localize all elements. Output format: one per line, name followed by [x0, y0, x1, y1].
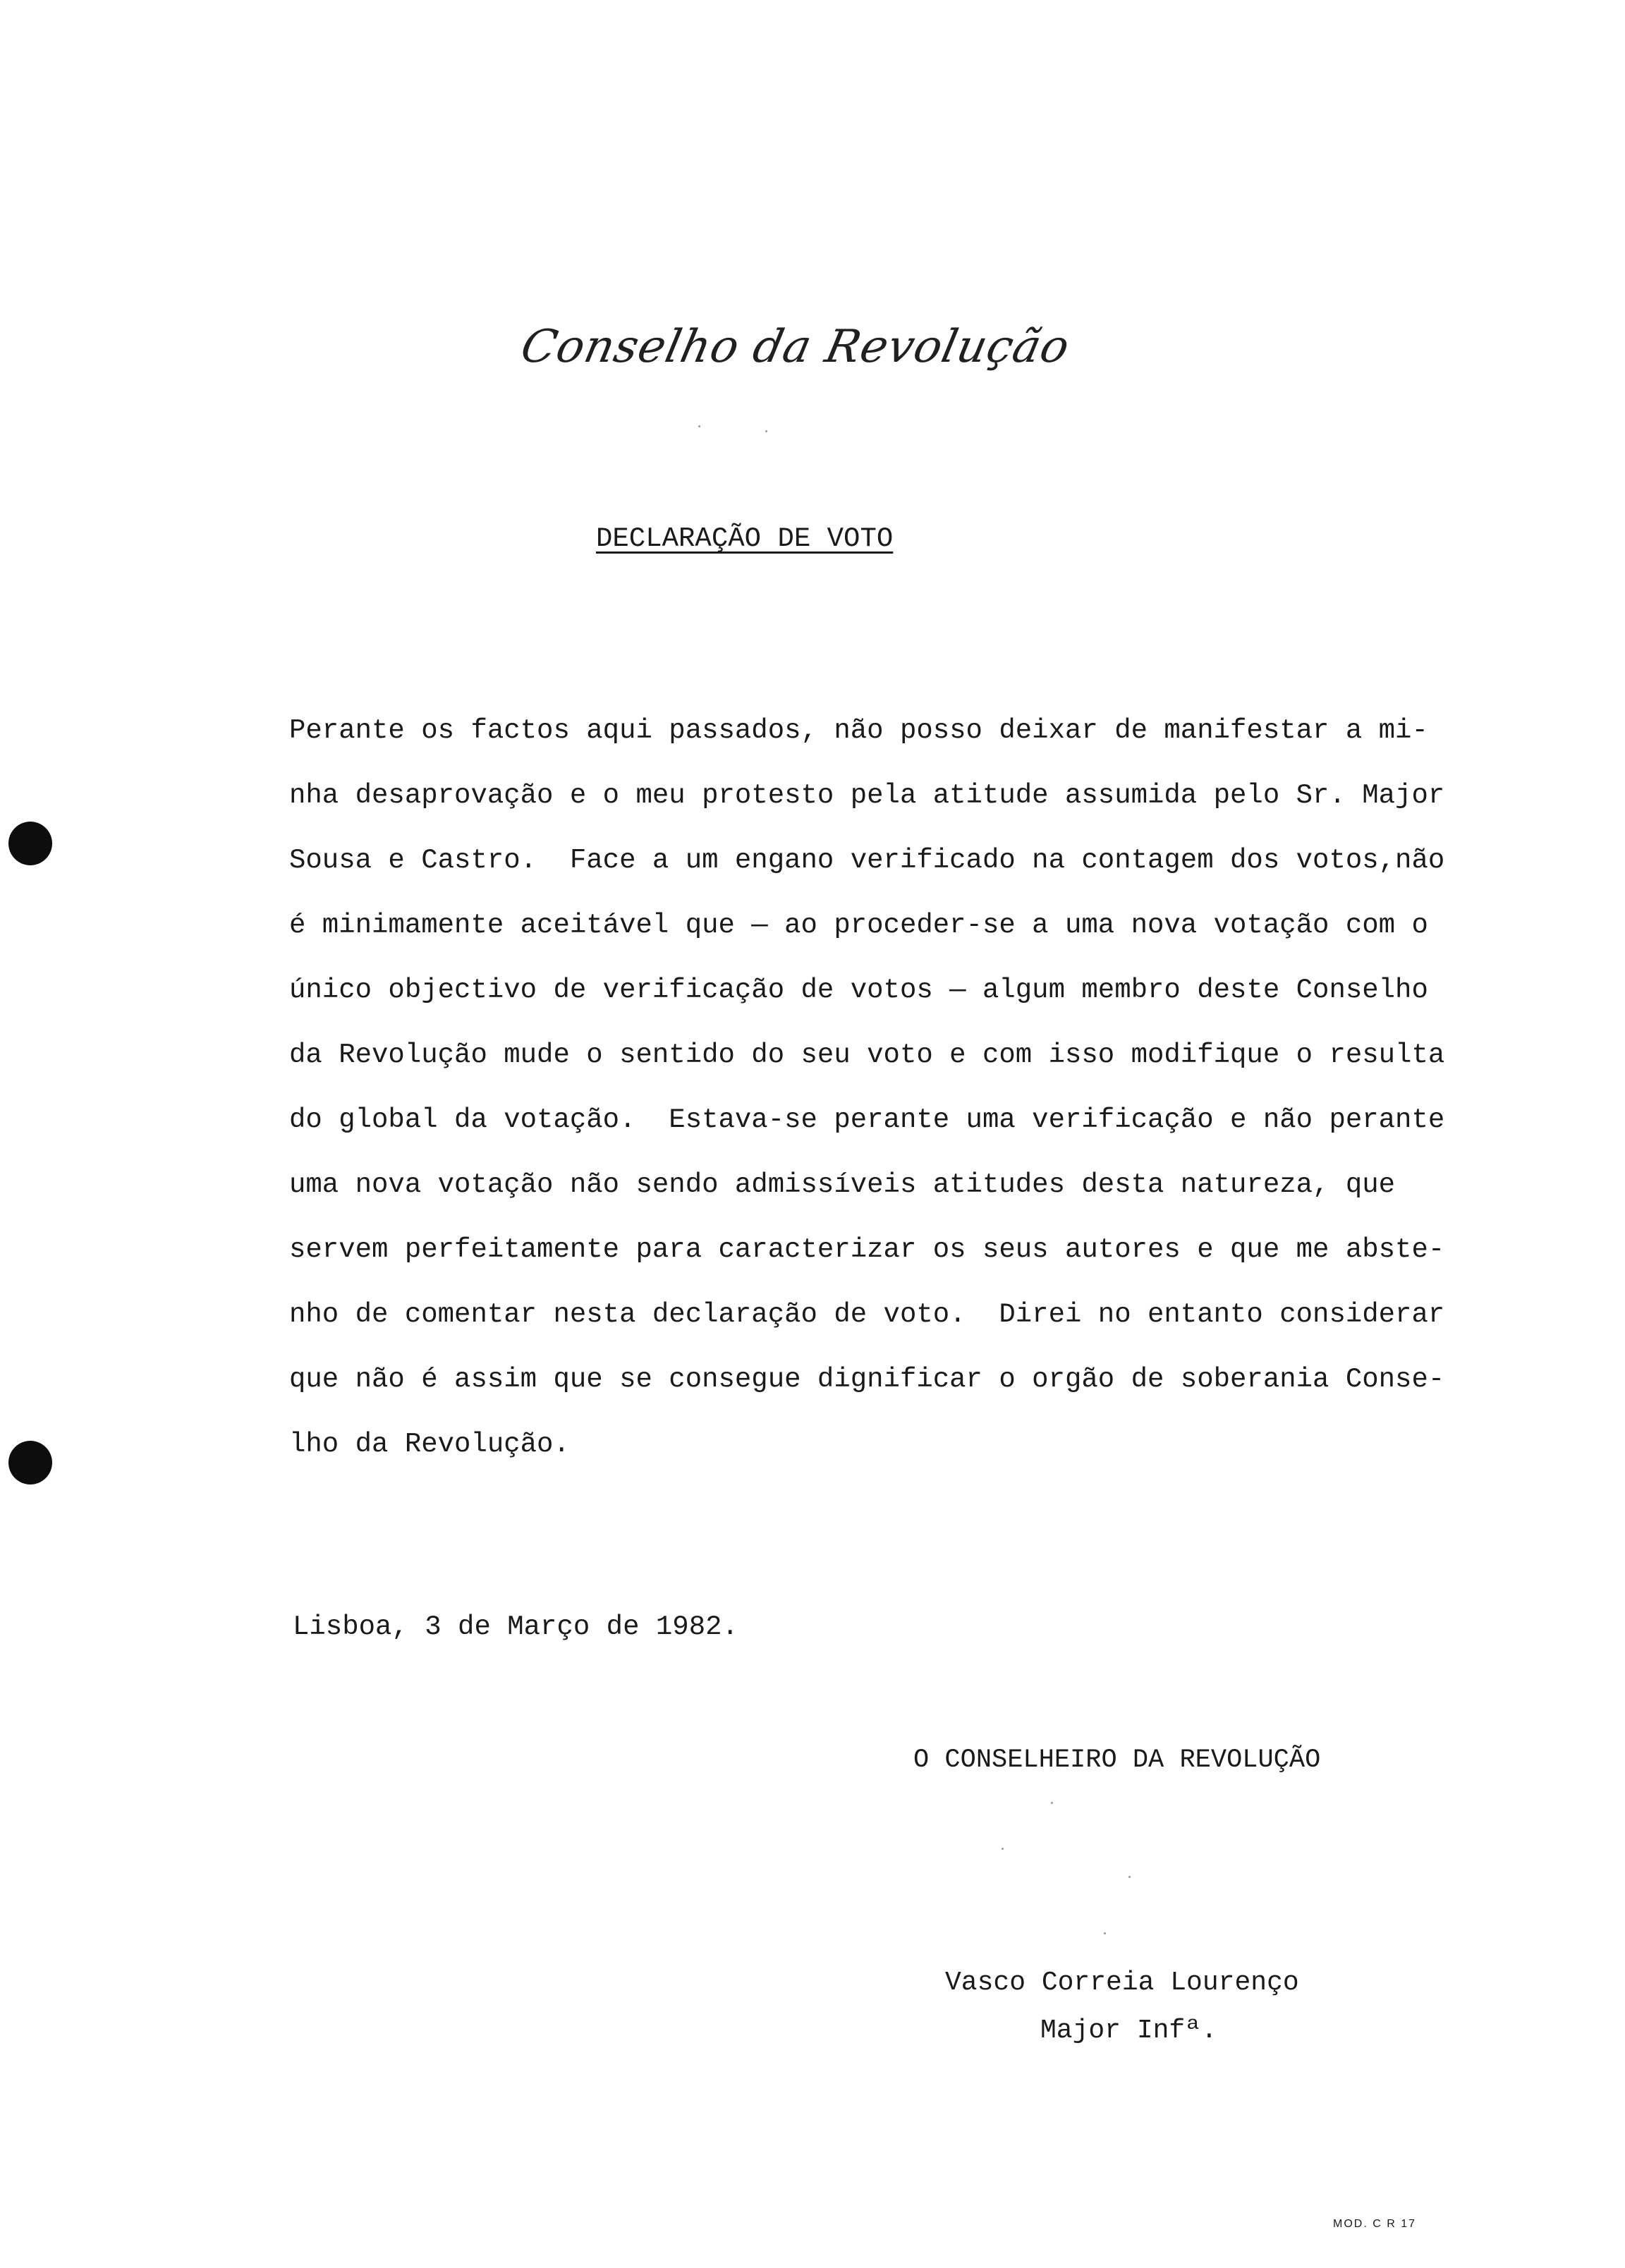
- signer-role: O CONSELHEIRO DA REVOLUÇÃO: [913, 1745, 1321, 1775]
- letterhead-title: Conselho da Revolução: [516, 321, 1075, 373]
- scan-speck: [1051, 1802, 1053, 1804]
- place-and-date: Lisboa, 3 de Março de 1982.: [293, 1611, 738, 1642]
- body-line: Perante os factos aqui passados, não posso deixar de manifestar a mi-: [289, 715, 1428, 746]
- scan-speck: [765, 430, 767, 432]
- declaration-body: [289, 698, 1446, 1477]
- body-line: que não é assim que se consegue dignificar o orgão de soberania Conse-: [289, 1364, 1445, 1395]
- body-line: único objectivo de verificação de votos — algum membro deste Conselho: [289, 975, 1428, 1006]
- scan-speck: [698, 425, 700, 427]
- body-line: Sousa e Castro. Face a um engano verificado na contagem dos votos,não: [289, 845, 1445, 876]
- body-line: nho de comentar nesta declaração de voto. Direi no entanto considerar: [289, 1299, 1445, 1330]
- scan-speck: [1128, 1876, 1131, 1878]
- body-line: nha desaprovação e o meu protesto pela atitude assumida pelo Sr. Major: [289, 780, 1445, 811]
- signer-rank: Major Infª.: [1040, 2016, 1217, 2046]
- signer-name: Vasco Correia Lourenço: [945, 1968, 1299, 1998]
- scan-speck: [1104, 1932, 1106, 1934]
- body-line: é minimamente aceitável que — ao proceder-se a uma nova votação com o: [289, 910, 1428, 941]
- body-line: lho da Revolução.: [289, 1429, 570, 1460]
- punch-hole-top: [8, 822, 52, 865]
- body-line: servem perfeitamente para caracterizar os seus autores e que me abste-: [289, 1234, 1445, 1265]
- form-code: MOD. C R 17: [1333, 2218, 1417, 2230]
- scan-speck: [1002, 1848, 1004, 1850]
- body-line: do global da votação. Estava-se perante uma verificação e não perante: [289, 1104, 1445, 1135]
- punch-hole-bottom: [8, 1441, 52, 1484]
- document-title: DECLARAÇÃO DE VOTO: [596, 523, 894, 554]
- body-line: uma nova votação não sendo admissíveis atitudes desta natureza, que: [289, 1169, 1396, 1200]
- body-line: da Revolução mude o sentido do seu voto e com isso modifique o resulta: [289, 1040, 1445, 1071]
